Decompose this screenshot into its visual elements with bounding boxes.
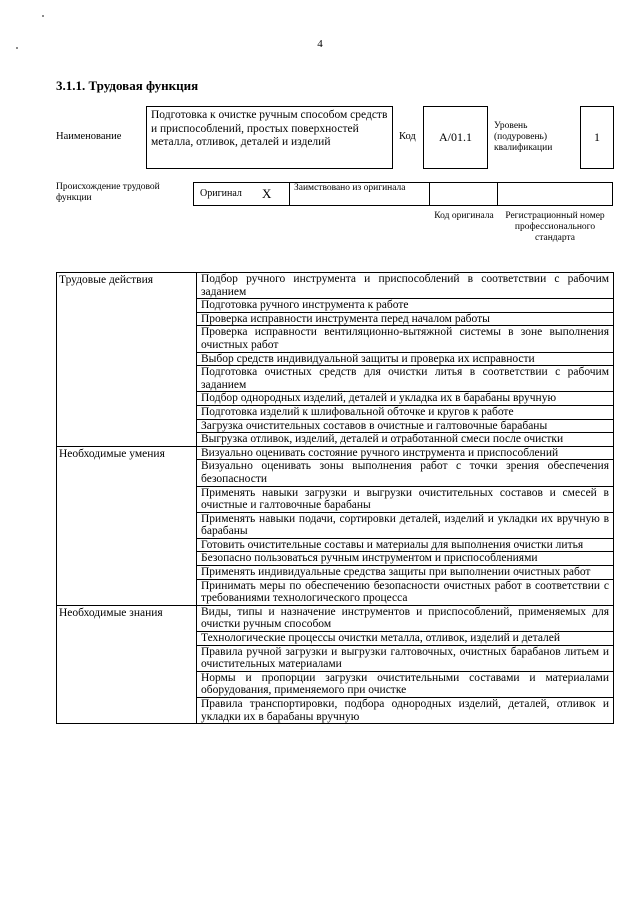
original-label: Оригинал [200, 188, 242, 199]
table-item: Принимать меры по обеспечению безопасности очистных работ в соответствии с требованиями технологического процесса [197, 579, 614, 605]
original-code-cell [430, 183, 498, 205]
table-item: Готовить очистительные составы и материалы для выполнения очистки литья [197, 538, 614, 552]
table-item: Виды, типы и назначение инструментов и приспособлений, применяемых для очистки ручным способом [197, 605, 614, 631]
table-item: Проверка исправности инструмента перед началом работы [197, 312, 614, 326]
original-cell [194, 183, 290, 205]
table-item: Визуально оценивать состояние ручного инструмента и приспособлений [197, 446, 614, 460]
code-caption: Код оригинала [434, 211, 494, 221]
table-row [57, 446, 614, 460]
group-title: Трудовые действия [57, 273, 197, 447]
table-item: Подготовка изделий к шлифовальной обточке и кругов к работе [197, 405, 614, 419]
table-item: Выбор средств индивидуальной защиты и проверка их исправности [197, 352, 614, 366]
qualification-level: 1 [580, 106, 614, 169]
table-item: Применять навыки подачи, сортировки деталей, изделий и укладки их вручную в барабаны [197, 512, 614, 538]
reg-caption: Регистрационный номер профессионального стандарта [505, 211, 605, 243]
competency-table [56, 272, 614, 724]
origin-row [193, 182, 613, 206]
original-mark: X [262, 186, 272, 201]
borrowed-label: Заимствовано из оригинала [294, 183, 406, 193]
table-item: Подбор однородных изделий, деталей и укладка их в барабаны вручную [197, 392, 614, 406]
table-item: Визуально оценивать зоны выполнения работ с точки зрения обеспечения безопасности [197, 460, 614, 486]
function-name: Подготовка к очистке ручным способом средств и приспособлений, простых поверхностей металла, отливок, деталей и изделий [146, 106, 393, 169]
scan-speck [42, 15, 44, 17]
page-number: 4 [317, 38, 323, 50]
level-label: Уровень (подуровень) квалификации [494, 121, 553, 153]
table-item: Подготовка ручного инструмента к работе [197, 299, 614, 313]
borrowed-cell [290, 183, 430, 205]
table-item: Проверка исправности вентиляционно-вытяжной системы в зоне выполнения очистных работ [197, 326, 614, 352]
table-item: Загрузка очистительных составов в очистные и галтовочные барабаны [197, 419, 614, 433]
table-item: Выгрузка отливок, изделий, деталей и отработанной смеси после очистки [197, 433, 614, 447]
table-item: Безопасно пользоваться ручным инструментом и приспособлениями [197, 552, 614, 566]
table-item: Правила ручной загрузки и выгрузки галтовочных, очистных барабанов литьем и очистительных материалами [197, 645, 614, 671]
table-item: Применять индивидуальные средства защиты при выполнении очистных работ [197, 566, 614, 580]
group-title: Необходимые знания [57, 605, 197, 723]
table-item: Правила транспортировки, подбора однородных изделий, деталей, отливок и укладки их в барабаны вручную [197, 698, 614, 724]
group-title: Необходимые умения [57, 446, 197, 605]
section-title: 3.1.1. Трудовая функция [56, 78, 199, 93]
table-item: Подбор ручного инструмента и приспособлений в соответствии с рабочим заданием [197, 273, 614, 299]
table-row [57, 605, 614, 631]
table-item: Технологические процессы очистки металла, отливок, изделий и деталей [197, 632, 614, 646]
code-label: Код [399, 131, 416, 142]
name-label: Наименование [56, 131, 122, 142]
table-item: Подготовка очистных средств для очистки литья в соответствии с рабочим заданием [197, 366, 614, 392]
table-row [57, 273, 614, 299]
table-item: Применять навыки загрузки и выгрузки очистительных составов и смесей в очистные и галтовочные барабаны [197, 486, 614, 512]
function-code: А/01.1 [423, 106, 488, 169]
table-item: Нормы и пропорции загрузки очистительными составами и материалами оборудования, применяемого при очистке [197, 671, 614, 697]
reg-number-cell [498, 183, 612, 205]
origin-label: Происхождение трудовой функции [56, 182, 160, 203]
